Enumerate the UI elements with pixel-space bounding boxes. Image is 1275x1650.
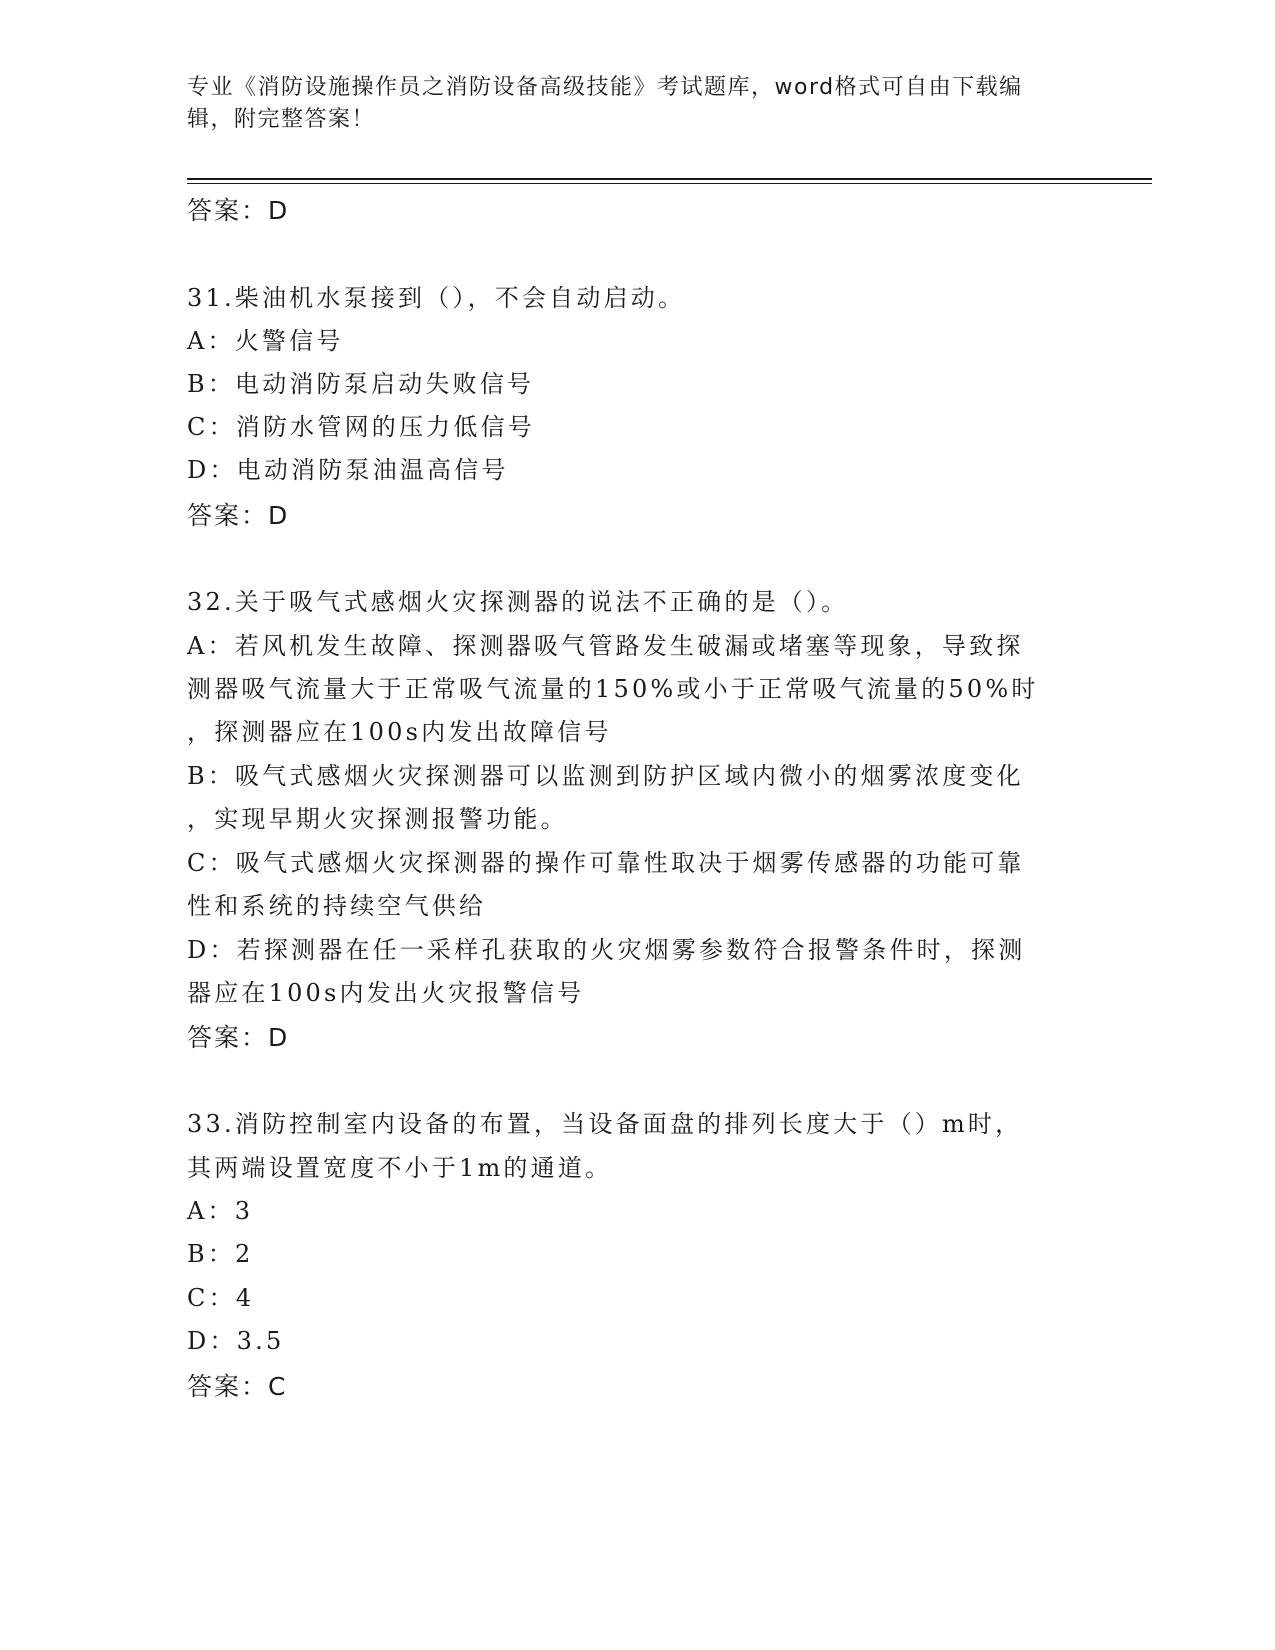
header-line-1: 专业《消防设施操作员之消防设备高级技能》考试题库，word格式可自由下载编	[187, 75, 1023, 100]
option-a-continued: 测器吸气流量大于正常吸气流量的150%或小于正常吸气流量的50%时	[187, 675, 1039, 703]
option-d: D：电动消防泵油温高信号	[187, 456, 509, 484]
answer-line: 答案：C	[187, 1372, 288, 1401]
option-d-continued: 器应在100s内发出火灾报警信号	[187, 979, 585, 1007]
question-stem: 31.柴油机水泵接到（），不会自动启动。	[187, 284, 686, 312]
option-c: C：消防水管网的压力低信号	[187, 413, 535, 441]
option-b: B：电动消防泵启动失败信号	[187, 370, 535, 398]
option-a-continued: ，探测器应在100s内发出故障信号	[187, 718, 612, 746]
answer-line: 答案：D	[187, 196, 290, 225]
header-line-2: 辑，附完整答案！	[187, 107, 376, 132]
option-d: D：若探测器在任一采样孔获取的火灾烟雾参数符合报警条件时，探测	[187, 936, 1026, 964]
option-b: B：吸气式感烟火灾探测器可以监测到防护区域内微小的烟雾浓度变化	[187, 762, 1024, 790]
option-b: B：2	[187, 1240, 254, 1268]
option-c: C：4	[187, 1284, 255, 1312]
option-a: A：火警信号	[187, 327, 344, 355]
header-divider-thick	[187, 178, 1152, 180]
option-c-continued: 性和系统的持续空气供给	[187, 892, 487, 920]
option-d: D：3.5	[187, 1327, 285, 1355]
document-header	[187, 72, 1067, 136]
option-a: A：若风机发生故障、探测器吸气管路发生破漏或堵塞等现象，导致探	[187, 632, 1024, 660]
header-divider-thin	[187, 183, 1152, 184]
answer-line: 答案：D	[187, 1023, 290, 1052]
question-stem: 32.关于吸气式感烟火灾探测器的说法不正确的是（）。	[187, 588, 849, 616]
question-stem-continued: 其两端设置宽度不小于1m的通道。	[187, 1154, 613, 1182]
option-c: C：吸气式感烟火灾探测器的操作可靠性取决于烟雾传感器的功能可靠	[187, 849, 1025, 877]
question-stem: 33.消防控制室内设备的布置，当设备面盘的排列长度大于（）m时，	[187, 1110, 1023, 1138]
option-a: A：3	[187, 1197, 254, 1225]
option-b-continued: ，实现早期火灾探测报警功能。	[187, 805, 568, 833]
answer-line: 答案：D	[187, 501, 290, 530]
